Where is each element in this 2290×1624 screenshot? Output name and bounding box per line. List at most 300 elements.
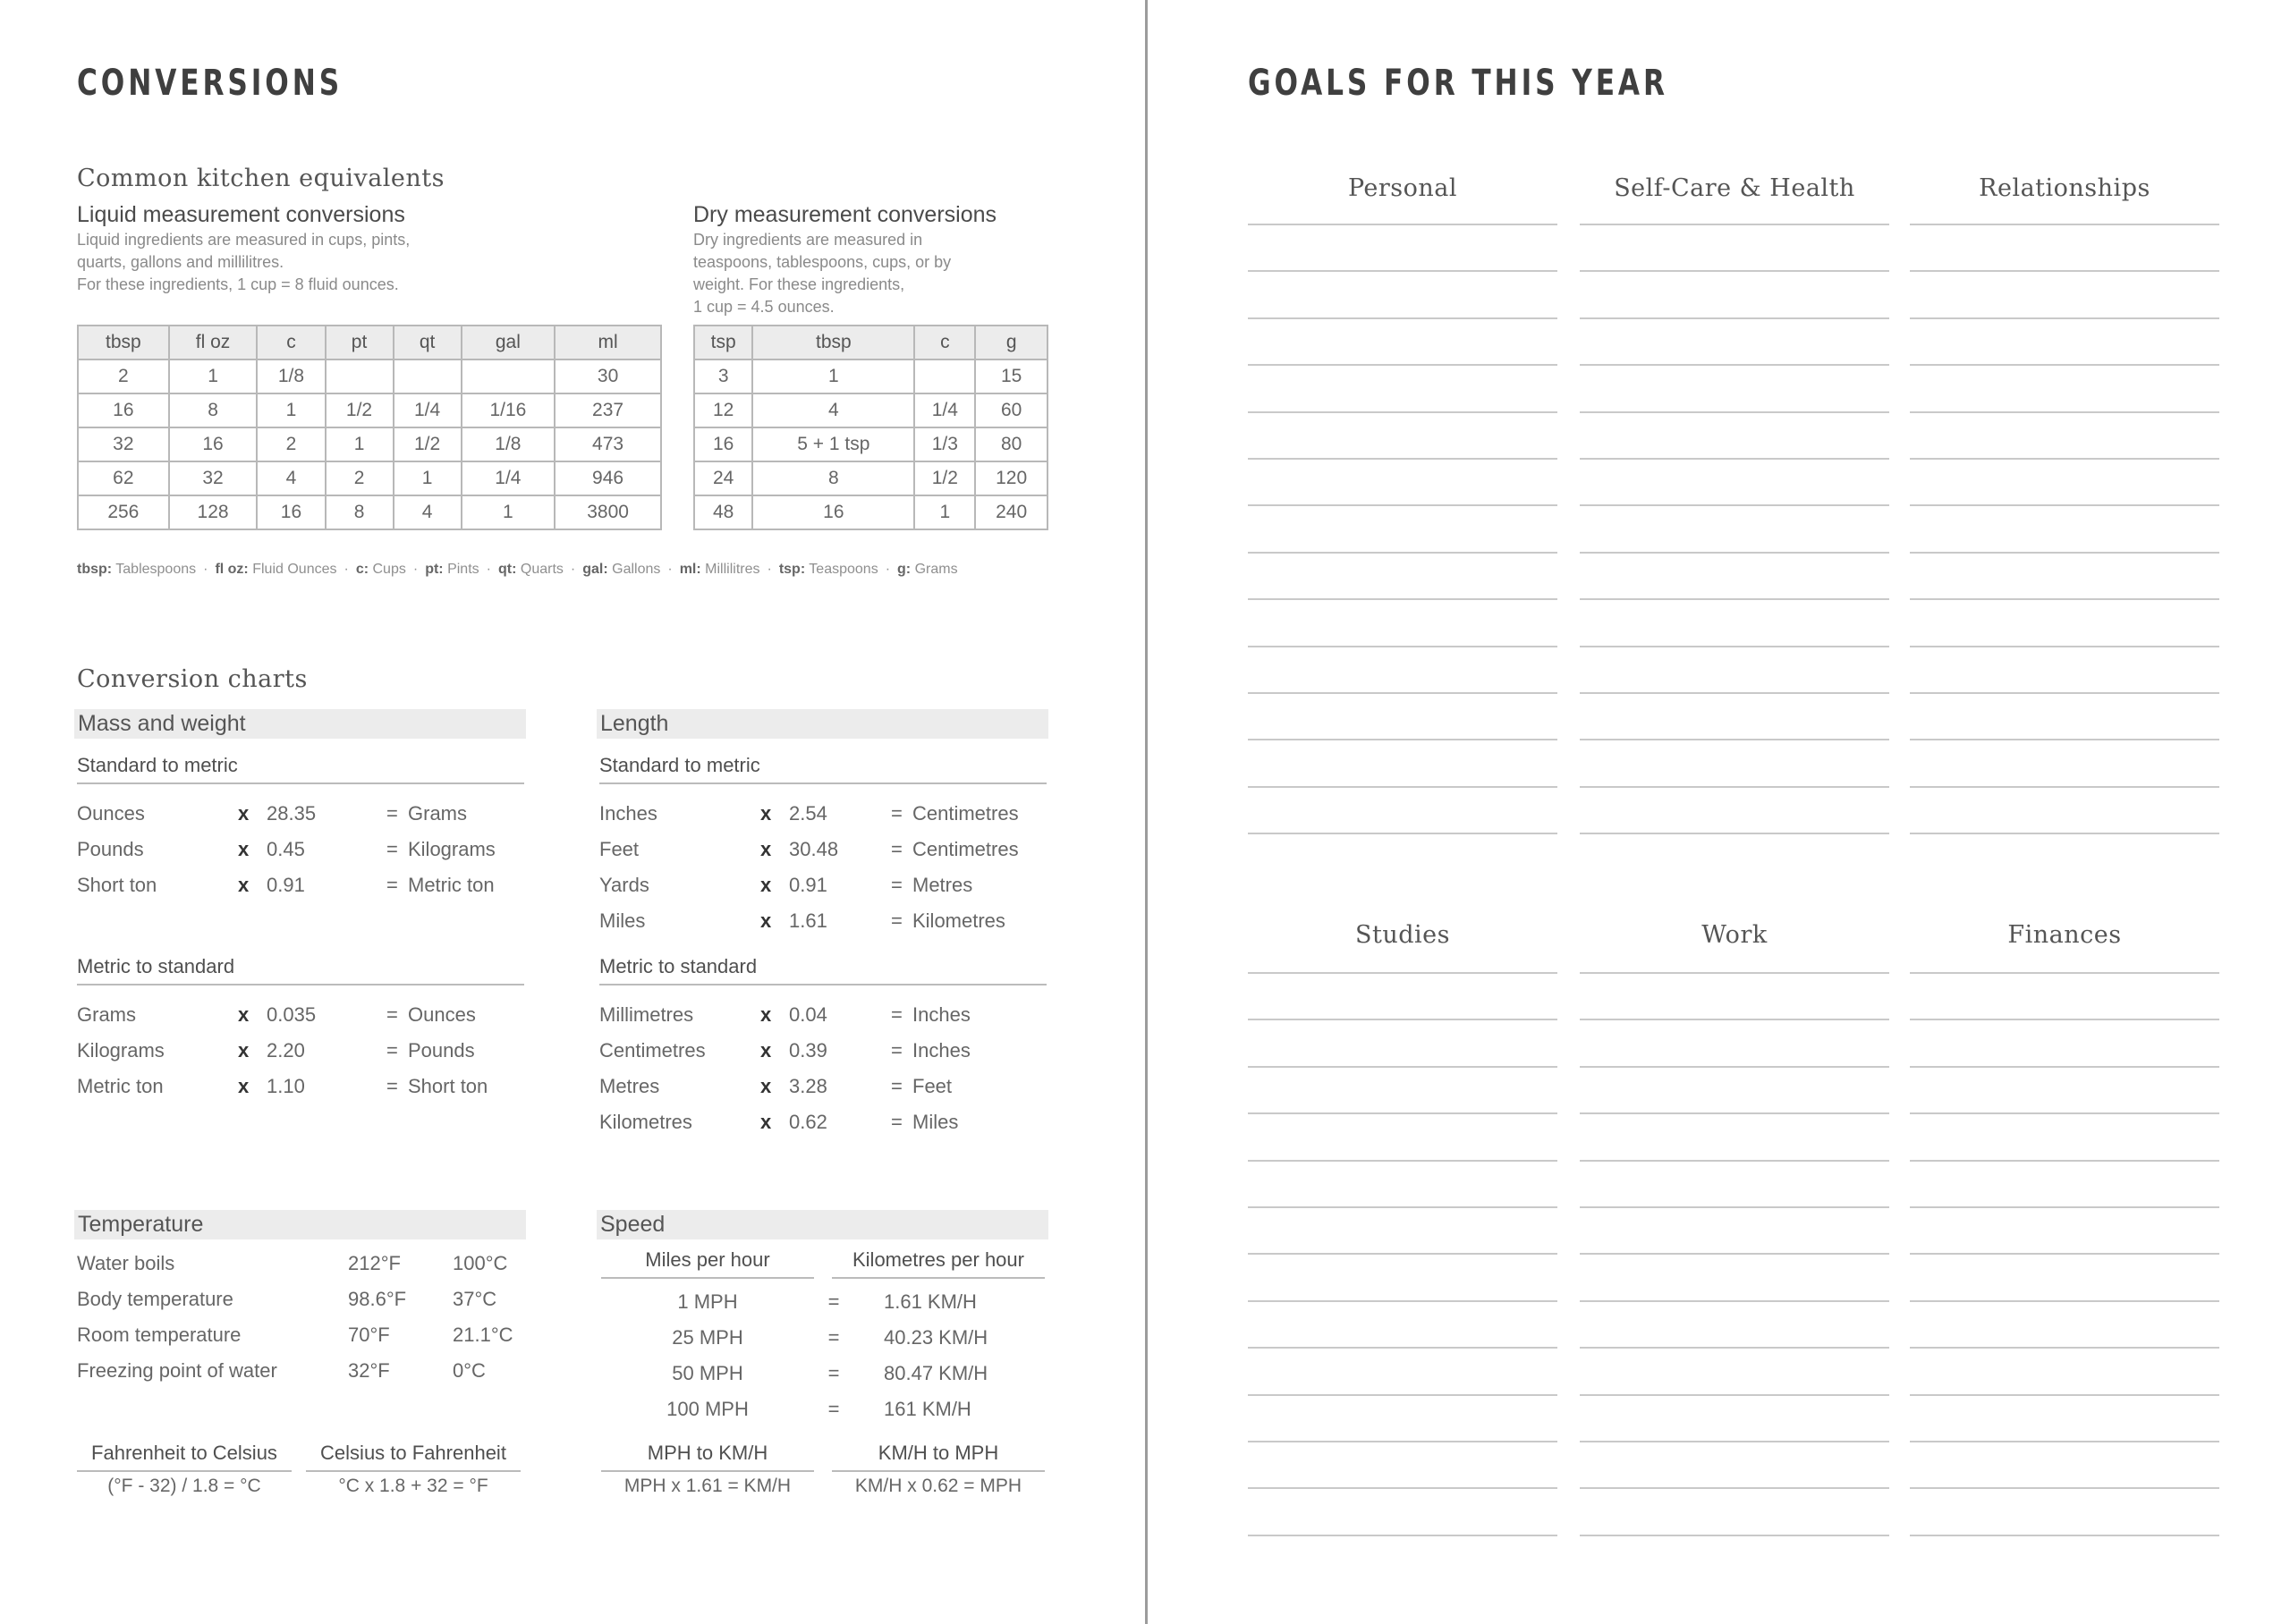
liquid-cell: 473 (555, 427, 661, 461)
list-item (77, 872, 524, 899)
conversion-to: Centimetres (912, 802, 1019, 825)
conversion-factor: 2.20 (267, 1039, 305, 1062)
list-item (77, 1037, 524, 1064)
conversion-from: Centimetres (599, 1039, 706, 1062)
conversion-to: Ounces (408, 1003, 476, 1026)
writing-line[interactable] (1248, 646, 1557, 647)
legend-meaning: Teaspoons (809, 562, 878, 577)
dry-cell: 16 (752, 495, 914, 529)
writing-line[interactable] (1910, 786, 2219, 788)
goals-title: GOALS FOR THIS YEAR (1248, 63, 1668, 104)
liquid-column-header: tbsp (78, 326, 169, 359)
writing-line[interactable] (1248, 552, 1557, 554)
writing-line[interactable] (1910, 1019, 2219, 1020)
liquid-cell: 256 (78, 495, 169, 529)
conversion-factor: 1.10 (267, 1075, 305, 1097)
dry-description (693, 229, 951, 318)
conversion-from: Feet (599, 838, 640, 860)
kmh-value: 161 KM/H (884, 1398, 971, 1420)
conversion-eq: = (891, 909, 903, 932)
liquid-column-header: qt (394, 326, 462, 359)
writing-line[interactable] (1910, 972, 2219, 974)
liquid-cell: 32 (169, 461, 258, 495)
conversion-from: Millimetres (599, 1003, 694, 1026)
writing-line[interactable] (1580, 317, 1889, 319)
list-item (599, 872, 1047, 899)
list-item (599, 1002, 1047, 1028)
kmh-to-mph-heading: KM/H to MPH (832, 1442, 1045, 1472)
dry-cell: 80 (975, 427, 1047, 461)
legend-meaning: Tablespoons (115, 562, 197, 577)
mass-standard-heading: Standard to metric (77, 754, 524, 784)
conversion-to: Metric ton (408, 874, 495, 896)
dry-cell: 120 (975, 461, 1047, 495)
liquid-cell: 8 (326, 495, 394, 529)
conversion-factor: 0.62 (789, 1111, 827, 1133)
writing-line[interactable] (1248, 972, 1557, 974)
legend-separator: · (767, 562, 772, 577)
writing-line[interactable] (1248, 504, 1557, 506)
writing-line[interactable] (1910, 411, 2219, 413)
temperature-label: Room temperature (77, 1324, 242, 1346)
kmh-value: 80.47 KM/H (884, 1362, 988, 1384)
conversion-eq: = (891, 1075, 903, 1097)
writing-line[interactable] (1248, 1535, 1557, 1536)
liquid-cell (326, 359, 394, 393)
equals-sign: = (827, 1326, 840, 1349)
celsius-value: 21.1°C (453, 1324, 513, 1346)
liquid-header-row (78, 326, 661, 359)
legend-meaning: Quarts (520, 562, 564, 577)
writing-line[interactable] (1248, 1019, 1557, 1020)
liquid-desc-line: Liquid ingredients are measured in cups, pints, (77, 231, 411, 249)
writing-line[interactable] (1248, 270, 1557, 272)
legend-abbreviation: pt: (425, 562, 444, 577)
table-row (78, 427, 661, 461)
conversion-multiply: x (238, 1003, 250, 1026)
writing-line[interactable] (1910, 364, 2219, 366)
liquid-cell: 16 (78, 393, 169, 427)
list-item (601, 1360, 1048, 1387)
conversion-eq: = (386, 1039, 398, 1062)
conversion-to: Short ton (408, 1075, 488, 1097)
conversion-from: Grams (77, 1003, 136, 1026)
list-item (599, 836, 1047, 863)
list-item (599, 908, 1047, 935)
writing-line[interactable] (1910, 1066, 2219, 1068)
legend-item (425, 562, 479, 577)
length-metric-heading: Metric to standard (599, 955, 1047, 985)
writing-line[interactable] (1580, 1487, 1889, 1489)
mph-value: 100 MPH (666, 1398, 749, 1420)
page-title: CONVERSIONS (77, 63, 344, 104)
list-item (599, 1073, 1047, 1100)
temperature-band: Temperature (74, 1210, 526, 1239)
table-row (694, 427, 1047, 461)
liquid-cell: 4 (257, 461, 325, 495)
writing-line[interactable] (1910, 1535, 2219, 1536)
writing-line[interactable] (1580, 224, 1889, 225)
fahrenheit-value: 32°F (348, 1359, 390, 1382)
conversion-from: Pounds (77, 838, 144, 860)
conversion-multiply: x (760, 1111, 772, 1133)
writing-line[interactable] (1248, 411, 1557, 413)
writing-line[interactable] (1580, 504, 1889, 506)
conversion-multiply: x (238, 802, 250, 825)
dry-cell: 1/3 (914, 427, 975, 461)
writing-line[interactable] (1580, 458, 1889, 460)
liquid-cell: 62 (78, 461, 169, 495)
writing-line[interactable] (1910, 1347, 2219, 1349)
celsius-value: 37°C (453, 1288, 497, 1310)
liquid-cell: 16 (169, 427, 258, 461)
mph-value: 50 MPH (672, 1362, 743, 1384)
conversion-factor: 3.28 (789, 1075, 827, 1097)
writing-line[interactable] (1580, 598, 1889, 600)
conversion-eq: = (891, 838, 903, 860)
liquid-cell: 1/2 (326, 393, 394, 427)
legend-item (897, 562, 958, 577)
conversion-eq: = (891, 1003, 903, 1026)
writing-line[interactable] (1910, 458, 2219, 460)
c-to-f-formula: °C x 1.8 + 32 = °F (338, 1476, 488, 1496)
conversion-eq: = (386, 874, 398, 896)
conversion-multiply: x (760, 1003, 772, 1026)
c-to-f-heading: Celsius to Fahrenheit (306, 1442, 521, 1472)
writing-line[interactable] (1248, 458, 1557, 460)
writing-line[interactable] (1248, 1206, 1557, 1208)
writing-line[interactable] (1580, 1160, 1889, 1162)
writing-line[interactable] (1910, 552, 2219, 554)
liquid-column-header: fl oz (169, 326, 258, 359)
legend-item (779, 562, 878, 577)
dry-cell: 4 (752, 393, 914, 427)
table-row (694, 393, 1047, 427)
liquid-cell (394, 359, 462, 393)
dry-cell: 24 (694, 461, 752, 495)
writing-line[interactable] (1580, 972, 1889, 974)
temperature-label: Freezing point of water (77, 1359, 277, 1382)
dry-header-row (694, 326, 1047, 359)
liquid-description (77, 229, 410, 296)
list-item (599, 800, 1047, 827)
dry-cell: 1/4 (914, 393, 975, 427)
goal-category-title: Personal (1347, 174, 1458, 202)
dry-table (693, 325, 1048, 530)
kmh-value: 1.61 KM/H (884, 1290, 977, 1313)
dry-cell: 1/2 (914, 461, 975, 495)
dry-cell: 1 (752, 359, 914, 393)
conversion-to: Centimetres (912, 838, 1019, 860)
legend-abbreviation: tbsp: (77, 562, 113, 577)
writing-line[interactable] (1580, 1535, 1889, 1536)
writing-line[interactable] (1580, 1019, 1889, 1020)
mph-to-kmh-heading: MPH to KM/H (601, 1442, 814, 1472)
writing-line[interactable] (1580, 411, 1889, 413)
writing-line[interactable] (1248, 364, 1557, 366)
writing-line[interactable] (1580, 552, 1889, 554)
conversion-eq: = (386, 1003, 398, 1026)
writing-line[interactable] (1580, 1066, 1889, 1068)
list-item (77, 1358, 524, 1384)
conversion-from: Short ton (77, 874, 157, 896)
writing-line[interactable] (1910, 1441, 2219, 1442)
writing-line[interactable] (1910, 1112, 2219, 1114)
writing-line[interactable] (1248, 1300, 1557, 1302)
writing-line[interactable] (1910, 317, 2219, 319)
dry-cell: 15 (975, 359, 1047, 393)
list-item (601, 1289, 1048, 1315)
liquid-cell: 1/8 (462, 427, 556, 461)
writing-line[interactable] (1580, 364, 1889, 366)
liquid-cell: 1 (326, 427, 394, 461)
writing-line[interactable] (1580, 1206, 1889, 1208)
legend-item (680, 562, 760, 577)
legend-abbreviation: tsp: (778, 562, 806, 577)
kmh-heading: Kilometres per hour (832, 1248, 1045, 1279)
writing-line[interactable] (1910, 646, 2219, 647)
writing-line[interactable] (1910, 270, 2219, 272)
conversion-factor: 0.45 (267, 838, 305, 860)
mph-to-kmh-formula: MPH x 1.61 = KM/H (623, 1476, 792, 1496)
legend-meaning: Fluid Ounces (252, 562, 337, 577)
goal-category-title: Finances (2007, 921, 2122, 949)
mph-value: 25 MPH (672, 1326, 743, 1349)
kmh-value: 40.23 KM/H (884, 1326, 988, 1349)
conversion-factor: 0.91 (267, 874, 305, 896)
writing-line[interactable] (1910, 1160, 2219, 1162)
writing-line[interactable] (1248, 833, 1557, 834)
liquid-column-header: c (257, 326, 325, 359)
writing-line[interactable] (1910, 224, 2219, 225)
kitchen-heading: Common kitchen equivalents (77, 165, 445, 192)
legend-meaning: Millilitres (705, 562, 760, 577)
writing-line[interactable] (1580, 739, 1889, 740)
equals-sign: = (827, 1290, 840, 1313)
conversion-factor: 0.035 (267, 1003, 317, 1026)
dry-desc-line: Dry ingredients are measured in (693, 231, 923, 249)
writing-line[interactable] (1580, 786, 1889, 788)
fahrenheit-value: 70°F (348, 1324, 390, 1346)
goal-writing-lines[interactable] (1910, 224, 2219, 878)
conversion-eq: = (891, 1111, 903, 1133)
conversion-factor: 28.35 (267, 802, 317, 825)
writing-line[interactable] (1580, 1112, 1889, 1114)
conversion-eq: = (891, 874, 903, 896)
writing-line[interactable] (1910, 1253, 2219, 1255)
conversion-from: Kilograms (77, 1039, 165, 1062)
dry-cell: 8 (752, 461, 914, 495)
writing-line[interactable] (1248, 1441, 1557, 1442)
writing-line[interactable] (1910, 504, 2219, 506)
writing-line[interactable] (1910, 1300, 2219, 1302)
fahrenheit-value: 98.6°F (348, 1288, 407, 1310)
writing-line[interactable] (1580, 270, 1889, 272)
liquid-cell: 32 (78, 427, 169, 461)
liquid-cell: 30 (555, 359, 661, 393)
liquid-column-header: gal (462, 326, 556, 359)
conversion-factor: 2.54 (789, 802, 827, 825)
legend-abbreviation: c: (355, 562, 369, 577)
conversion-to: Kilometres (912, 909, 1005, 932)
conversion-to: Grams (408, 802, 467, 825)
list-item (77, 1322, 524, 1349)
mph-heading: Miles per hour (601, 1248, 814, 1279)
legend-item (582, 562, 660, 577)
table-row (78, 393, 661, 427)
conversion-eq: = (386, 838, 398, 860)
writing-line[interactable] (1910, 1487, 2219, 1489)
writing-line[interactable] (1910, 739, 2219, 740)
dry-column-header: tsp (694, 326, 752, 359)
dry-cell: 48 (694, 495, 752, 529)
liquid-cell: 2 (78, 359, 169, 393)
liquid-cell: 8 (169, 393, 258, 427)
legend-meaning: Cups (372, 562, 406, 577)
table-row (694, 461, 1047, 495)
conversion-from: Metres (599, 1075, 660, 1097)
writing-line[interactable] (1580, 1300, 1889, 1302)
writing-line[interactable] (1248, 317, 1557, 319)
liquid-cell: 1/8 (257, 359, 325, 393)
dry-cell: 1 (914, 495, 975, 529)
writing-line[interactable] (1248, 1347, 1557, 1349)
conversion-eq: = (891, 802, 903, 825)
list-item (599, 1037, 1047, 1064)
legend-abbreviation: gal: (582, 562, 608, 577)
liquid-cell: 2 (326, 461, 394, 495)
liquid-cell: 1/16 (462, 393, 556, 427)
writing-line[interactable] (1580, 692, 1889, 694)
writing-line[interactable] (1248, 224, 1557, 225)
dry-cell: 16 (694, 427, 752, 461)
writing-line[interactable] (1580, 1253, 1889, 1255)
liquid-cell: 1/4 (394, 393, 462, 427)
conversion-factor: 1.61 (789, 909, 827, 932)
writing-line[interactable] (1580, 833, 1889, 834)
dry-column-header: c (914, 326, 975, 359)
fahrenheit-value: 212°F (348, 1252, 401, 1274)
conversion-multiply: x (238, 1039, 250, 1062)
charts-heading: Conversion charts (77, 665, 308, 693)
writing-line[interactable] (1580, 1347, 1889, 1349)
list-item (77, 1286, 524, 1313)
length-standard-heading: Standard to metric (599, 754, 1047, 784)
equals-sign: = (827, 1398, 840, 1420)
writing-line[interactable] (1248, 1112, 1557, 1114)
writing-line[interactable] (1910, 833, 2219, 834)
goal-category-title: Studies (1355, 921, 1450, 949)
conversion-eq: = (386, 802, 398, 825)
conversion-to: Metres (912, 874, 973, 896)
dry-desc-line: weight. For these ingredients, (693, 275, 905, 293)
list-item (77, 800, 524, 827)
liquid-cell: 1/2 (394, 427, 462, 461)
conversion-multiply: x (238, 1075, 250, 1097)
goal-writing-lines[interactable] (1910, 972, 2219, 1580)
legend-separator: · (885, 562, 891, 577)
conversion-to: Pounds (408, 1039, 475, 1062)
dry-cell (914, 359, 975, 393)
table-row (694, 359, 1047, 393)
liquid-cell: 2 (257, 427, 325, 461)
writing-line[interactable] (1580, 1394, 1889, 1396)
goal-writing-lines[interactable] (1580, 972, 1889, 1580)
list-item (601, 1324, 1048, 1351)
writing-line[interactable] (1248, 1066, 1557, 1068)
writing-line[interactable] (1248, 1487, 1557, 1489)
writing-line[interactable] (1580, 1441, 1889, 1442)
table-row (78, 359, 661, 393)
writing-line[interactable] (1910, 692, 2219, 694)
liquid-cell: 1/4 (462, 461, 556, 495)
goal-category-title: Relationships (1979, 174, 2150, 202)
goal-writing-lines[interactable] (1248, 224, 1557, 878)
legend-abbreviation: ml: (679, 562, 701, 577)
dry-cell: 240 (975, 495, 1047, 529)
list-item (601, 1396, 1048, 1423)
goal-writing-lines[interactable] (1248, 972, 1557, 1580)
liquid-cell: 1 (462, 495, 556, 529)
goal-writing-lines[interactable] (1580, 224, 1889, 878)
dry-desc-line: 1 cup = 4.5 ounces. (693, 298, 835, 316)
legend-meaning: Grams (914, 562, 958, 577)
writing-line[interactable] (1248, 1160, 1557, 1162)
dry-cell: 3 (694, 359, 752, 393)
liquid-cell (462, 359, 556, 393)
liquid-cell: 128 (169, 495, 258, 529)
legend-meaning: Gallons (612, 562, 661, 577)
writing-line[interactable] (1248, 739, 1557, 740)
writing-line[interactable] (1248, 1394, 1557, 1396)
conversion-from: Yards (599, 874, 649, 896)
legend-separator: · (667, 562, 673, 577)
writing-line[interactable] (1248, 1253, 1557, 1255)
length-band: Length (597, 709, 1048, 739)
celsius-value: 100°C (453, 1252, 508, 1274)
liquid-desc-line: quarts, gallons and millilitres. (77, 253, 284, 271)
writing-line[interactable] (1248, 692, 1557, 694)
writing-line[interactable] (1910, 1206, 2219, 1208)
dry-cell: 60 (975, 393, 1047, 427)
equals-sign: = (827, 1362, 840, 1384)
abbreviation-legend (77, 562, 958, 578)
writing-line[interactable] (1248, 786, 1557, 788)
dry-desc-line: teaspoons, tablespoons, cups, or by (693, 253, 952, 271)
legend-item (77, 562, 196, 577)
goal-category-title: Self-Care & Health (1614, 174, 1855, 202)
liquid-cell: 946 (555, 461, 661, 495)
conversion-multiply: x (760, 874, 772, 896)
conversion-multiply: x (760, 1075, 772, 1097)
writing-line[interactable] (1248, 598, 1557, 600)
list-item (77, 836, 524, 863)
conversion-multiply: x (238, 874, 250, 896)
table-row (694, 495, 1047, 529)
writing-line[interactable] (1580, 646, 1889, 647)
dry-column-header: tbsp (752, 326, 914, 359)
mass-band: Mass and weight (74, 709, 526, 739)
conversion-to: Kilograms (408, 838, 496, 860)
mass-metric-heading: Metric to standard (77, 955, 524, 985)
conversion-factor: 0.04 (789, 1003, 827, 1026)
liquid-heading: Liquid measurement conversions (77, 202, 405, 227)
liquid-column-header: pt (326, 326, 394, 359)
writing-line[interactable] (1910, 1394, 2219, 1396)
conversion-eq: = (891, 1039, 903, 1062)
conversion-from: Miles (599, 909, 646, 932)
writing-line[interactable] (1910, 598, 2219, 600)
